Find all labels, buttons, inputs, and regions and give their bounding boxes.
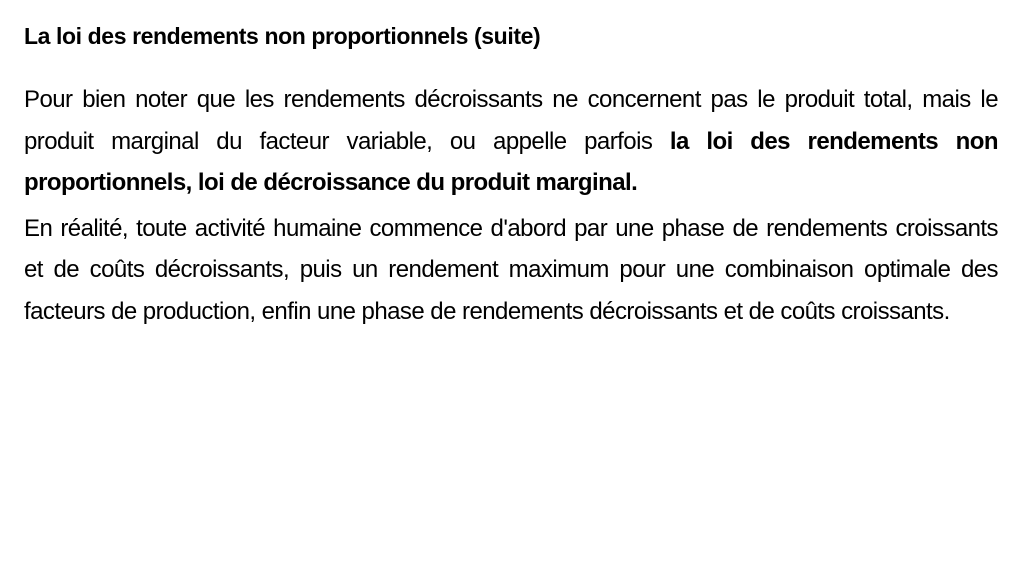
paragraph-bold-emphasis: la loi des rendements non proportionnels, loi de décroissance du produit marginal. — [24, 127, 998, 196]
slide-content — [24, 14, 998, 336]
paragraph-marginal-product — [24, 79, 998, 204]
paragraph-text: Pour bien noter que les rendements décroissants ne concernent pas le produit total, mais le produit marginal du facteur variable, ou appelle parfois — [24, 86, 998, 155]
paragraph-phases: En réalité, toute activité humaine commence d'abord par une phase de rendements croissants et de coûts décroissants, puis un rendement maximum pour une combinaison optimale des facteurs de production, enfin une phase de rendements décroissants et de coûts croissants. — [24, 214, 998, 325]
slide-title: La loi des rendements non proportionnels (suite) — [24, 23, 541, 49]
